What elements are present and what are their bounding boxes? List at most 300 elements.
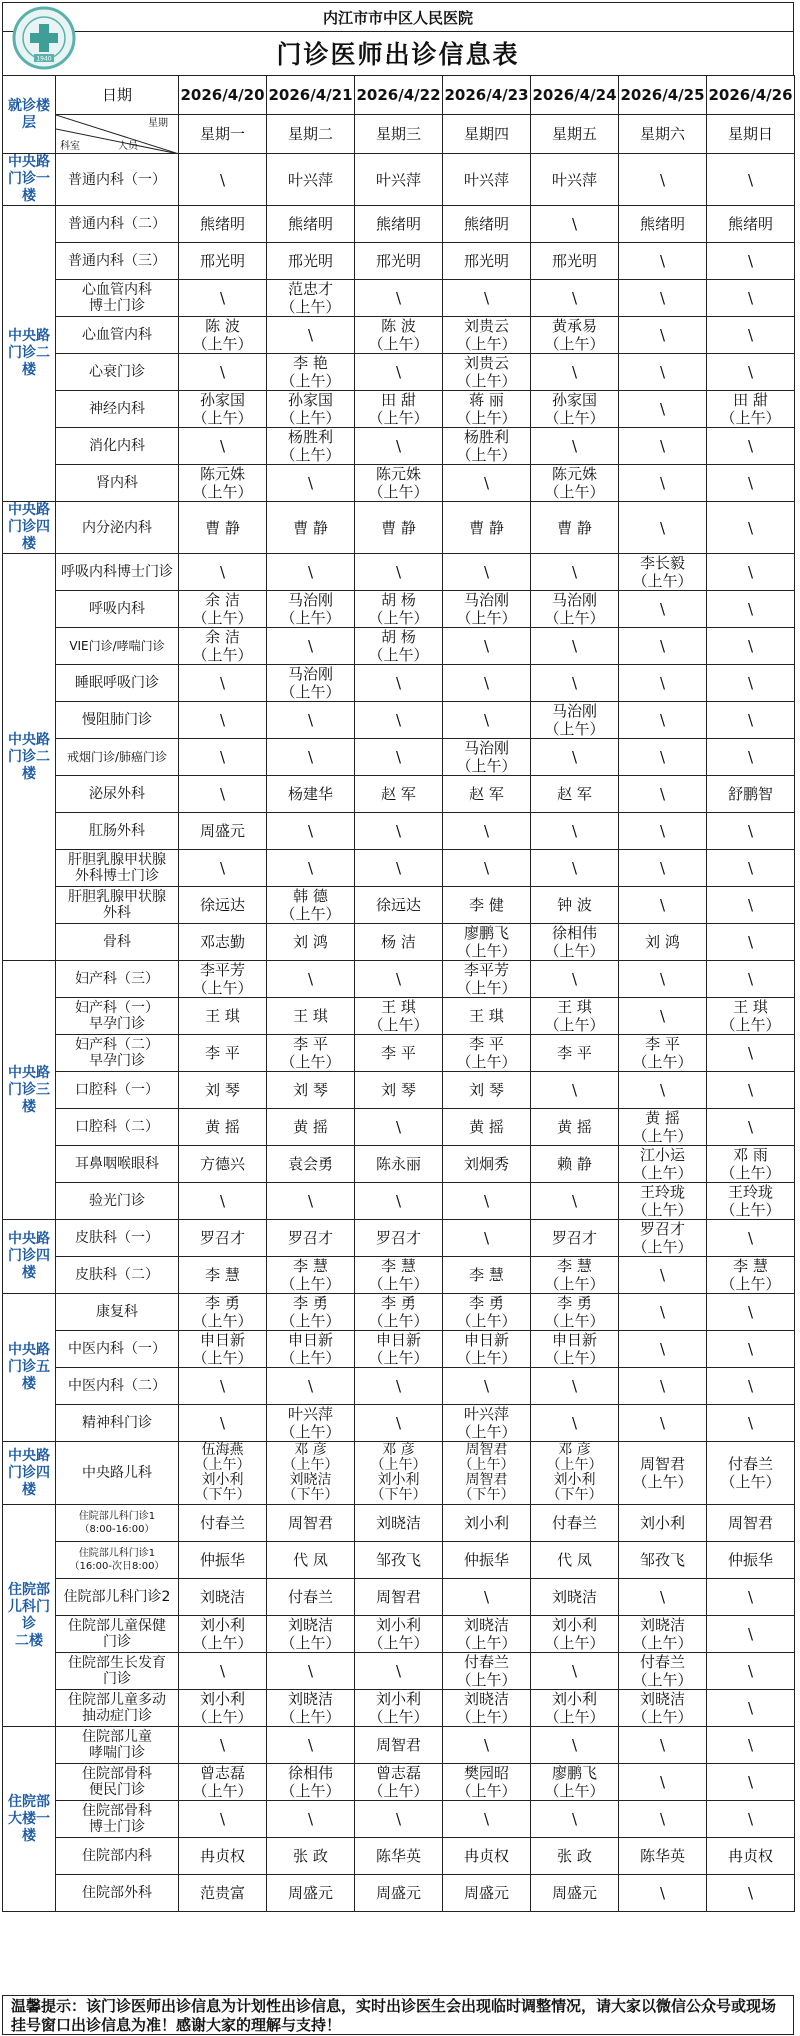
table-row (3, 1442, 795, 1505)
dept-name: 住院部儿科门诊1 （16:00-次日8:00） (56, 1542, 179, 1579)
doctor-cell: \ (619, 628, 707, 665)
doctor-cell: \ (443, 1727, 531, 1764)
doctor-cell: 叶兴萍 (531, 154, 619, 206)
dept-name: 皮肤科（一） (56, 1220, 179, 1257)
doctor-cell: 申日新 （上午） (179, 1331, 267, 1368)
table-row (3, 1690, 795, 1727)
table-row (3, 154, 795, 206)
doctor-cell: 黄 摇 (179, 1109, 267, 1146)
doctor-cell: \ (707, 850, 795, 887)
doctor-cell: \ (707, 961, 795, 998)
doctor-cell: \ (707, 554, 795, 591)
doctor-cell: \ (531, 1653, 619, 1690)
doctor-cell: 罗召才 (267, 1220, 355, 1257)
table-row (3, 1405, 795, 1442)
doctor-cell: 曾志磊 （上午） (355, 1764, 443, 1801)
weekday-header: 星期日 (707, 115, 795, 154)
doctor-cell: \ (443, 665, 531, 702)
doctor-cell: \ (443, 1220, 531, 1257)
dept-name: 康复科 (56, 1294, 179, 1331)
doctor-cell: 邢光明 (355, 243, 443, 280)
dept-name: VIE门诊/哮喘门诊 (56, 628, 179, 665)
dept-name: 呼吸内科博士门诊 (56, 554, 179, 591)
doctor-cell: 刘小利 （上午） (531, 1616, 619, 1653)
doctor-cell: \ (267, 317, 355, 354)
table-row (3, 280, 795, 317)
doctor-cell: 廖鹏飞 （上午） (531, 1764, 619, 1801)
dept-name: 中央路儿科 (56, 1442, 179, 1505)
table-row (3, 243, 795, 280)
doctor-cell: 孙家国 （上午） (179, 391, 267, 428)
doctor-cell: 刘 琴 (179, 1072, 267, 1109)
doctor-cell: \ (707, 1616, 795, 1653)
doctor-cell: \ (355, 1109, 443, 1146)
doctor-cell: 孙家国 （上午） (267, 391, 355, 428)
doctor-cell: 刘小利 （上午） (355, 1690, 443, 1727)
dept-name: 普通内科（一） (56, 154, 179, 206)
doctor-cell: 李 慧 (443, 1257, 531, 1294)
doctor-cell: \ (179, 1801, 267, 1838)
doctor-cell: 邢光明 (179, 243, 267, 280)
doctor-cell: 李 平 （上午） (267, 1035, 355, 1072)
doctor-cell: 樊园昭 （上午） (443, 1764, 531, 1801)
doctor-cell: \ (619, 1368, 707, 1405)
dept-label: 科室 (60, 141, 80, 152)
doctor-cell: \ (355, 354, 443, 391)
doctor-cell: 王 琪 （上午） (355, 998, 443, 1035)
doctor-cell: \ (707, 887, 795, 924)
doctor-cell: \ (619, 1072, 707, 1109)
dept-name: 皮肤科（二） (56, 1257, 179, 1294)
doctor-cell: 罗召才 (531, 1220, 619, 1257)
doctor-cell: 李 艳 （上午） (267, 354, 355, 391)
doctor-cell: 周智君 (707, 1505, 795, 1542)
doctor-cell: \ (267, 1368, 355, 1405)
doctor-cell: 赖 静 (531, 1146, 619, 1183)
dept-name: 慢阻肺门诊 (56, 702, 179, 739)
doctor-cell: 周智君 （上午） 周智君 （下午） (443, 1442, 531, 1505)
weekday-header: 星期六 (619, 115, 707, 154)
table-row (3, 1220, 795, 1257)
table-row (3, 739, 795, 776)
doctor-cell: \ (707, 591, 795, 628)
doctor-cell: 杨胜利 （上午） (267, 428, 355, 465)
doctor-cell: 赵 军 (443, 776, 531, 813)
doctor-cell: \ (355, 1183, 443, 1220)
doctor-cell: \ (531, 961, 619, 998)
doctor-cell: \ (267, 554, 355, 591)
dept-name: 中医内科（一） (56, 1331, 179, 1368)
doctor-cell: \ (267, 1727, 355, 1764)
doctor-cell: 仲振华 (707, 1542, 795, 1579)
doctor-cell: \ (179, 1405, 267, 1442)
doctor-cell: 刘炯秀 (443, 1146, 531, 1183)
doctor-cell: 徐相伟 （上午） (531, 924, 619, 961)
date-header: 2026/4/24 (531, 76, 619, 115)
doctor-cell: 付春兰 （上午） (707, 1442, 795, 1505)
table-row (3, 1257, 795, 1294)
doctor-cell: \ (267, 702, 355, 739)
doctor-cell: 周智君 (355, 1579, 443, 1616)
doctor-cell: \ (443, 702, 531, 739)
doctor-cell: \ (531, 628, 619, 665)
doctor-cell: 邹孜飞 (355, 1542, 443, 1579)
doctor-cell: 仲振华 (443, 1542, 531, 1579)
doctor-cell: \ (179, 428, 267, 465)
table-row (3, 591, 795, 628)
table-row (3, 1616, 795, 1653)
doctor-cell: 陈元姝 （上午） (531, 465, 619, 502)
hospital-logo (12, 6, 76, 70)
doctor-cell: \ (619, 154, 707, 206)
dept-name: 戒烟门诊/肺癌门诊 (56, 739, 179, 776)
table-row (3, 1183, 795, 1220)
doctor-cell: 陈元姝 （上午） (355, 465, 443, 502)
doctor-cell: \ (707, 1764, 795, 1801)
doctor-cell: 孙家国 （上午） (531, 391, 619, 428)
doctor-cell: \ (619, 1257, 707, 1294)
doctor-cell: 陈华英 (355, 1838, 443, 1875)
dept-name: 住院部内科 (56, 1838, 179, 1875)
table-row (3, 428, 795, 465)
doctor-cell: \ (267, 961, 355, 998)
doctor-cell: 邓 彦 （上午） 刘小利 （下午） (355, 1442, 443, 1505)
doctor-cell: 熊绪明 (267, 206, 355, 243)
doctor-cell: \ (531, 739, 619, 776)
table-row (3, 1875, 795, 1912)
floor-header: 就诊楼层 (3, 76, 56, 154)
doctor-cell: 李 平 (531, 1035, 619, 1072)
doctor-cell: \ (179, 739, 267, 776)
floor-cell: 中央路 门诊二楼 (3, 206, 56, 502)
doctor-cell: 刘贵云 （上午） (443, 317, 531, 354)
date-label-cell: 日期 (56, 76, 179, 115)
doctor-cell: 黄承易 （上午） (531, 317, 619, 354)
date-header: 2026/4/20 (179, 76, 267, 115)
dept-name: 睡眠呼吸门诊 (56, 665, 179, 702)
doctor-cell: \ (707, 739, 795, 776)
doctor-cell: \ (267, 1653, 355, 1690)
doctor-cell: \ (619, 243, 707, 280)
table-row (3, 1579, 795, 1616)
table-row (3, 1838, 795, 1875)
doctor-cell: \ (531, 554, 619, 591)
doctor-cell: 赵 军 (355, 776, 443, 813)
doctor-cell: 陈 波 （上午） (179, 317, 267, 354)
doctor-cell: 范贵富 (179, 1875, 267, 1912)
doctor-cell: \ (707, 1801, 795, 1838)
doctor-cell: \ (355, 961, 443, 998)
doctor-cell: \ (619, 776, 707, 813)
doctor-cell: 马治刚 （上午） (531, 702, 619, 739)
doctor-cell: 余 洁 （上午） (179, 591, 267, 628)
doctor-cell: 刘晓洁 （上午） (267, 1690, 355, 1727)
doctor-cell: 李 慧 （上午） (355, 1257, 443, 1294)
doctor-cell: \ (619, 1294, 707, 1331)
doctor-cell: 刘晓洁 （上午） (267, 1616, 355, 1653)
doctor-cell: \ (267, 1801, 355, 1838)
doctor-cell: \ (179, 1368, 267, 1405)
doctor-cell: 刘小利 （上午） (355, 1616, 443, 1653)
doctor-cell: 付春兰 (531, 1505, 619, 1542)
table-row (3, 1331, 795, 1368)
doctor-cell: \ (443, 465, 531, 502)
weekday-header: 星期二 (267, 115, 355, 154)
doctor-cell: \ (707, 1368, 795, 1405)
table-row (3, 813, 795, 850)
doctor-cell: 周盛元 (355, 1875, 443, 1912)
table-row (3, 1146, 795, 1183)
doctor-cell: 周智君 （上午） (619, 1442, 707, 1505)
doctor-cell: \ (355, 739, 443, 776)
doctor-cell: 方德兴 (179, 1146, 267, 1183)
doctor-cell: 李 慧 （上午） (707, 1257, 795, 1294)
doctor-cell: \ (707, 1294, 795, 1331)
doctor-cell: \ (531, 1801, 619, 1838)
table-row (3, 1072, 795, 1109)
doctor-cell: \ (707, 354, 795, 391)
doctor-cell: \ (707, 1109, 795, 1146)
table-row (3, 1109, 795, 1146)
doctor-cell: \ (531, 354, 619, 391)
table-row (3, 1764, 795, 1801)
dept-name: 呼吸内科 (56, 591, 179, 628)
page-title: 门诊医师出诊信息表 (2, 31, 794, 76)
doctor-cell: \ (707, 1331, 795, 1368)
doctor-cell: 蒋 丽 （上午） (443, 391, 531, 428)
doctor-cell: 王 琪 (267, 998, 355, 1035)
doctor-cell: 李平芳 （上午） (179, 961, 267, 998)
table-row (3, 1727, 795, 1764)
doctor-cell: 付春兰 （上午） (619, 1653, 707, 1690)
doctor-cell: 曾志磊 （上午） (179, 1764, 267, 1801)
doctor-cell: 杨胜利 （上午） (443, 428, 531, 465)
hospital-name: 内江市市中区人民医院 (2, 2, 794, 32)
doctor-cell: \ (531, 206, 619, 243)
doctor-cell: \ (619, 502, 707, 554)
doctor-cell: \ (179, 776, 267, 813)
doctor-cell: 陈 波 （上午） (355, 317, 443, 354)
dept-name: 肾内科 (56, 465, 179, 502)
doctor-cell: \ (619, 998, 707, 1035)
doctor-cell: 马治刚 （上午） (531, 591, 619, 628)
doctor-cell: \ (707, 1220, 795, 1257)
doctor-cell: \ (443, 628, 531, 665)
diagonal-header-cell (56, 115, 179, 154)
dept-name: 验光门诊 (56, 1183, 179, 1220)
doctor-cell: \ (267, 739, 355, 776)
dept-name: 住院部儿童 哮喘门诊 (56, 1727, 179, 1764)
dept-name: 内分泌内科 (56, 502, 179, 554)
doctor-cell: \ (707, 1405, 795, 1442)
doctor-cell: 伍海燕 （上午） 刘小利 （下午） (179, 1442, 267, 1505)
doctor-cell: 曹 静 (355, 502, 443, 554)
doctor-cell: 周盛元 (531, 1875, 619, 1912)
doctor-cell: 刘晓洁 (179, 1579, 267, 1616)
doctor-cell: 刘晓洁 (531, 1579, 619, 1616)
table-row (3, 702, 795, 739)
weekday-header: 星期四 (443, 115, 531, 154)
dept-name: 普通内科（二） (56, 206, 179, 243)
doctor-cell: \ (179, 1653, 267, 1690)
doctor-cell: 范忠才 （上午） (267, 280, 355, 317)
doctor-cell: 申日新 （上午） (531, 1331, 619, 1368)
doctor-cell: \ (531, 850, 619, 887)
floor-cell: 中央路 门诊四楼 (3, 1442, 56, 1505)
doctor-cell: \ (619, 354, 707, 391)
table-row (3, 924, 795, 961)
doctor-cell: \ (355, 1801, 443, 1838)
doctor-cell: \ (707, 465, 795, 502)
doctor-cell: 李长毅 （上午） (619, 554, 707, 591)
doctor-cell: \ (355, 813, 443, 850)
doctor-cell: \ (443, 813, 531, 850)
doctor-cell: 徐相伟 （上午） (267, 1764, 355, 1801)
doctor-cell: \ (531, 1072, 619, 1109)
doctor-cell: \ (707, 1579, 795, 1616)
dept-name: 心血管内科 (56, 317, 179, 354)
doctor-cell: \ (531, 1183, 619, 1220)
doctor-cell: \ (179, 354, 267, 391)
doctor-label: 人员 (118, 141, 138, 152)
table-row (3, 1368, 795, 1405)
doctor-cell: 李 慧 (179, 1257, 267, 1294)
doctor-cell: 刘 琴 (267, 1072, 355, 1109)
doctor-cell: \ (619, 665, 707, 702)
weekday-header: 星期五 (531, 115, 619, 154)
floor-cell: 中央路 门诊三楼 (3, 961, 56, 1220)
doctor-cell: 邓志勤 (179, 924, 267, 961)
table-row (3, 1801, 795, 1838)
doctor-cell: \ (619, 961, 707, 998)
dept-name: 肝胆乳腺甲状腺 外科博士门诊 (56, 850, 179, 887)
doctor-cell: 赵 军 (531, 776, 619, 813)
doctor-cell: 冉贞权 (707, 1838, 795, 1875)
doctor-cell: 刘晓洁 （上午） (443, 1616, 531, 1653)
doctor-cell: \ (443, 1579, 531, 1616)
table-row (3, 1035, 795, 1072)
doctor-cell: \ (443, 1183, 531, 1220)
doctor-cell: \ (619, 850, 707, 887)
doctor-cell: 周盛元 (267, 1875, 355, 1912)
doctor-cell: \ (179, 554, 267, 591)
doctor-cell: 田 甜 （上午） (707, 391, 795, 428)
doctor-cell: \ (179, 702, 267, 739)
doctor-cell: 罗召才 （上午） (619, 1220, 707, 1257)
date-header: 2026/4/26 (707, 76, 795, 115)
table-row (3, 1505, 795, 1542)
doctor-cell: 黄 摇 （上午） (619, 1109, 707, 1146)
doctor-cell: 李 勇 （上午） (443, 1294, 531, 1331)
dept-name: 口腔科（二） (56, 1109, 179, 1146)
table-row (3, 1294, 795, 1331)
table-row (3, 628, 795, 665)
doctor-cell: 陈元姝 （上午） (179, 465, 267, 502)
dept-name: 心血管内科 博士门诊 (56, 280, 179, 317)
doctor-cell: 张 政 (531, 1838, 619, 1875)
doctor-cell: 叶兴萍 （上午） (267, 1405, 355, 1442)
doctor-cell: 熊绪明 (707, 206, 795, 243)
dept-name: 耳鼻咽喉眼科 (56, 1146, 179, 1183)
dept-name: 中医内科（二） (56, 1368, 179, 1405)
doctor-cell: 刘小利 (619, 1505, 707, 1542)
doctor-cell: 廖鹏飞 （上午） (443, 924, 531, 961)
dept-name: 住院部外科 (56, 1875, 179, 1912)
doctor-cell: \ (355, 1653, 443, 1690)
doctor-cell: \ (707, 1653, 795, 1690)
doctor-cell: \ (707, 1035, 795, 1072)
doctor-cell: 周盛元 (179, 813, 267, 850)
doctor-cell: 申日新 （上午） (267, 1331, 355, 1368)
doctor-cell: \ (619, 465, 707, 502)
doctor-cell: \ (443, 280, 531, 317)
doctor-cell: 邹孜飞 (619, 1542, 707, 1579)
doctor-cell: 邢光明 (443, 243, 531, 280)
doctor-cell: 代 凤 (267, 1542, 355, 1579)
dept-name: 住院部骨科 博士门诊 (56, 1801, 179, 1838)
doctor-cell: 王 琪 (443, 998, 531, 1035)
doctor-cell: \ (355, 428, 443, 465)
doctor-cell: 钟 波 (531, 887, 619, 924)
doctor-cell: 徐远达 (179, 887, 267, 924)
doctor-cell: 叶兴萍 (267, 154, 355, 206)
table-row (3, 887, 795, 924)
doctor-cell: 刘小利 （上午） (531, 1690, 619, 1727)
date-header: 2026/4/21 (267, 76, 355, 115)
doctor-cell: \ (619, 280, 707, 317)
doctor-cell: 曹 静 (531, 502, 619, 554)
doctor-cell: \ (619, 702, 707, 739)
logo-year: 1940 (36, 55, 52, 63)
doctor-cell: \ (707, 813, 795, 850)
doctor-cell: 韩 德 （上午） (267, 887, 355, 924)
doctor-cell: 刘 琴 (355, 1072, 443, 1109)
doctor-cell: \ (179, 1183, 267, 1220)
doctor-cell: 熊绪明 (179, 206, 267, 243)
doctor-cell: 江小运 （上午） (619, 1146, 707, 1183)
doctor-cell: 刘晓洁 (355, 1505, 443, 1542)
date-header: 2026/4/23 (443, 76, 531, 115)
floor-cell: 中央路 门诊二楼 (3, 554, 56, 961)
table-row (3, 1542, 795, 1579)
doctor-cell: \ (707, 1690, 795, 1727)
doctor-cell: 邓 雨 （上午） (707, 1146, 795, 1183)
doctor-cell: 王 琪 (179, 998, 267, 1035)
dept-name: 妇产科（三） (56, 961, 179, 998)
doctor-cell: 黄 摇 (531, 1109, 619, 1146)
doctor-cell: 叶兴萍 （上午） (443, 1405, 531, 1442)
doctor-cell: \ (707, 628, 795, 665)
doctor-cell: \ (355, 850, 443, 887)
doctor-cell: 袁会勇 (267, 1146, 355, 1183)
weekday-header: 星期三 (355, 115, 443, 154)
date-header: 2026/4/22 (355, 76, 443, 115)
doctor-cell: \ (531, 665, 619, 702)
dept-name: 住院部生长发育 门诊 (56, 1653, 179, 1690)
doctor-cell: \ (531, 1405, 619, 1442)
doctor-cell: 仲振华 (179, 1542, 267, 1579)
doctor-cell: 李 平 (355, 1035, 443, 1072)
dept-name: 精神科门诊 (56, 1405, 179, 1442)
dept-name: 心衰门诊 (56, 354, 179, 391)
doctor-cell: \ (707, 502, 795, 554)
table-row (3, 665, 795, 702)
doctor-cell: 刘晓洁 （上午） (619, 1616, 707, 1653)
doctor-cell: 王 琪 （上午） (531, 998, 619, 1035)
doctor-cell: \ (179, 154, 267, 206)
doctor-cell: \ (179, 1727, 267, 1764)
floor-cell: 中央路 门诊四楼 (3, 502, 56, 554)
